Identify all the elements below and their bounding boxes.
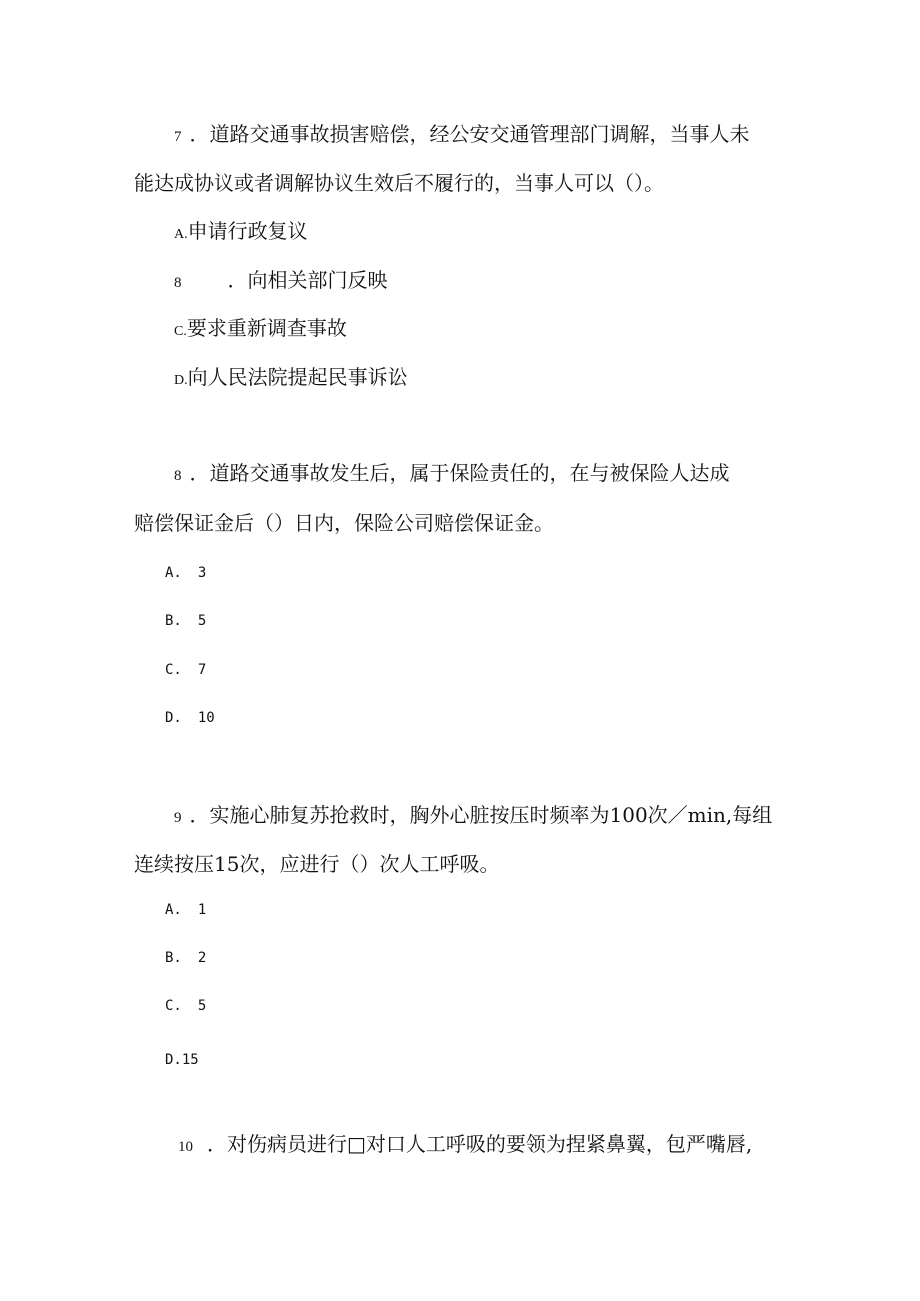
question-text: ．道路交通事故发生后，属于保险责任的，在与被保险人达成 xyxy=(189,461,730,485)
question-9-option-a xyxy=(165,900,206,920)
question-9-option-b xyxy=(165,948,206,968)
option-label: C. xyxy=(165,662,182,678)
question-9-option-c xyxy=(165,996,206,1016)
question-7-line-2: 能达成协议或者调解协议生效后不履行的，当事人可以（）。 xyxy=(134,171,664,195)
option-text: 要求重新调查事故 xyxy=(186,316,347,340)
option-label: A. xyxy=(165,902,182,918)
question-7-option-c xyxy=(174,315,347,345)
option-text: ．向相关部门反映 xyxy=(227,268,388,292)
option-text: 3 xyxy=(197,565,207,581)
option-label: D.15 xyxy=(165,1052,199,1068)
option-label: D. xyxy=(165,710,182,726)
question-8-option-d xyxy=(165,708,215,728)
option-text: 7 xyxy=(197,662,207,678)
question-8-option-b xyxy=(165,611,206,631)
question-7-option-d xyxy=(174,364,408,394)
option-label: A. xyxy=(165,565,182,581)
option-label: 8 xyxy=(174,275,182,291)
option-text: 2 xyxy=(197,950,207,966)
option-text: 向人民法院提起民事诉讼 xyxy=(187,365,408,389)
option-text: 1 xyxy=(197,902,207,918)
option-label: C. xyxy=(174,324,187,339)
question-10-line-1 xyxy=(178,1131,752,1160)
question-8-option-a xyxy=(165,563,206,583)
question-number: 8 xyxy=(174,468,182,484)
option-label: D. xyxy=(174,373,188,388)
option-label: B. xyxy=(165,950,182,966)
question-text: ．实施心肺复苏抢救时，胸外心脏按压时频率为100次／min,每组 xyxy=(189,803,773,827)
option-text: 10 xyxy=(197,710,215,726)
question-8-line-2: 赔偿保证金后（）日内，保险公司赔偿保证金。 xyxy=(134,511,554,535)
question-8-line-1 xyxy=(174,460,730,489)
question-9-line-2: 连续按压15次，应进行（）次人工呼吸。 xyxy=(134,852,500,876)
question-7-option-a xyxy=(174,218,308,248)
question-8-option-c xyxy=(165,660,206,680)
question-7-option-b xyxy=(174,267,388,296)
question-text: ．道路交通事故损害赔偿，经公安交通管理部门调解，当事人未 xyxy=(189,122,750,146)
option-label: B. xyxy=(165,613,182,629)
question-number: 7 xyxy=(174,129,182,145)
option-text: 5 xyxy=(197,613,207,629)
question-text: ．对伤病员进行□对口人工呼吸的要领为捏紧鼻翼，包严嘴唇, xyxy=(207,1132,753,1156)
question-7-line-1 xyxy=(174,121,750,150)
question-9-option-d xyxy=(165,1050,199,1070)
question-number: 10 xyxy=(178,1139,193,1155)
option-label: C. xyxy=(165,998,182,1014)
question-9-line-1 xyxy=(174,802,772,831)
option-text: 申请行政复议 xyxy=(187,219,308,243)
option-text: 5 xyxy=(197,998,207,1014)
question-number: 9 xyxy=(174,810,182,826)
option-label: A. xyxy=(174,227,188,242)
